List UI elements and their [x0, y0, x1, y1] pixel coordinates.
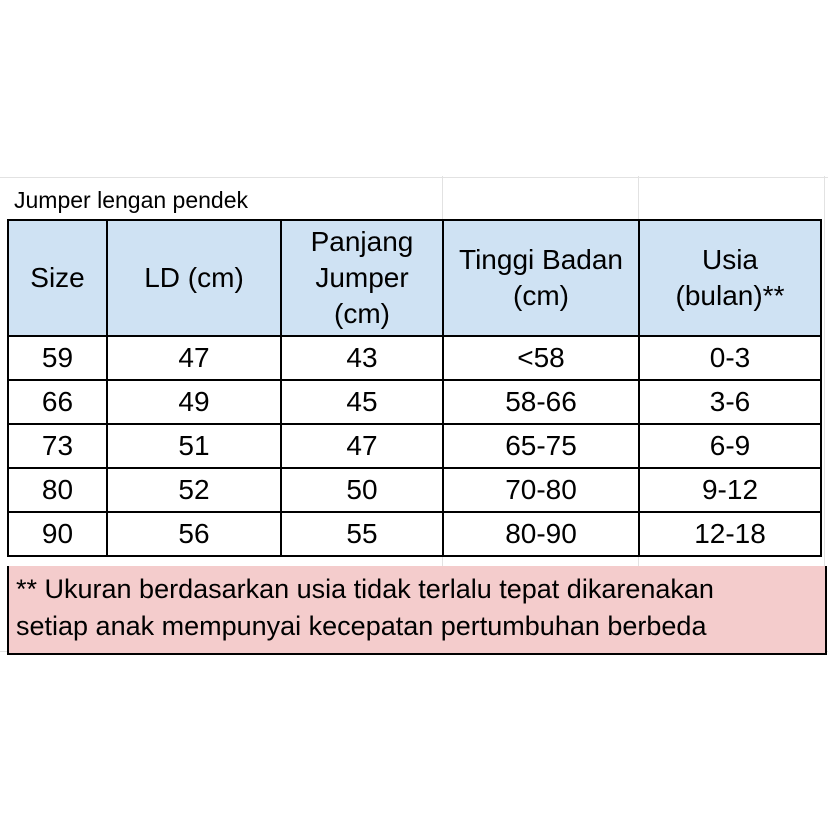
cell-panjang-jumper[interactable]: 45: [281, 380, 443, 424]
cell-usia[interactable]: 12-18: [639, 512, 821, 556]
cell-size[interactable]: 90: [8, 512, 107, 556]
cell-usia[interactable]: 0-3: [639, 336, 821, 380]
cell-ld[interactable]: 52: [107, 468, 281, 512]
footnote-line-2: setiap anak mempunyai kecepatan pertumbuhan berbeda: [16, 611, 707, 641]
table-row: [8, 336, 821, 380]
cell-panjang-jumper[interactable]: 47: [281, 424, 443, 468]
header-cell-tinggi-badan[interactable]: Tinggi Badan (cm): [443, 220, 639, 336]
cell-ld[interactable]: 47: [107, 336, 281, 380]
cell-tinggi-badan[interactable]: 65-75: [443, 424, 639, 468]
cell-panjang-jumper[interactable]: 43: [281, 336, 443, 380]
cell-panjang-jumper[interactable]: 50: [281, 468, 443, 512]
cell-tinggi-badan[interactable]: 58-66: [443, 380, 639, 424]
header-cell-size[interactable]: Size: [8, 220, 107, 336]
cell-size[interactable]: 73: [8, 424, 107, 468]
cell-usia[interactable]: 3-6: [639, 380, 821, 424]
cell-tinggi-badan[interactable]: 70-80: [443, 468, 639, 512]
sheet-title[interactable]: Jumper lengan pendek: [14, 187, 248, 213]
cell-size[interactable]: 59: [8, 336, 107, 380]
header-cell-panjang-jumper[interactable]: Panjang Jumper (cm): [281, 220, 443, 336]
table-row: [8, 512, 821, 556]
cell-size[interactable]: 66: [8, 380, 107, 424]
size-chart-table: [7, 219, 822, 557]
table-row: [8, 380, 821, 424]
cell-size[interactable]: 80: [8, 468, 107, 512]
cell-tinggi-badan[interactable]: 80-90: [443, 512, 639, 556]
header-cell-usia[interactable]: Usia (bulan)**: [639, 220, 821, 336]
header-cell-ld[interactable]: LD (cm): [107, 220, 281, 336]
cell-panjang-jumper[interactable]: 55: [281, 512, 443, 556]
cell-usia[interactable]: 6-9: [639, 424, 821, 468]
table-row: [8, 468, 821, 512]
cell-usia[interactable]: 9-12: [639, 468, 821, 512]
cell-ld[interactable]: 49: [107, 380, 281, 424]
cell-ld[interactable]: 51: [107, 424, 281, 468]
table-row: [8, 424, 821, 468]
header-row: [8, 220, 821, 336]
cell-ld[interactable]: 56: [107, 512, 281, 556]
cell-tinggi-badan[interactable]: <58: [443, 336, 639, 380]
footnote-line-1: ** Ukuran berdasarkan usia tidak terlalu tepat dikarenakan: [16, 574, 714, 604]
footnote[interactable]: [7, 566, 827, 655]
gridline: [0, 177, 828, 178]
